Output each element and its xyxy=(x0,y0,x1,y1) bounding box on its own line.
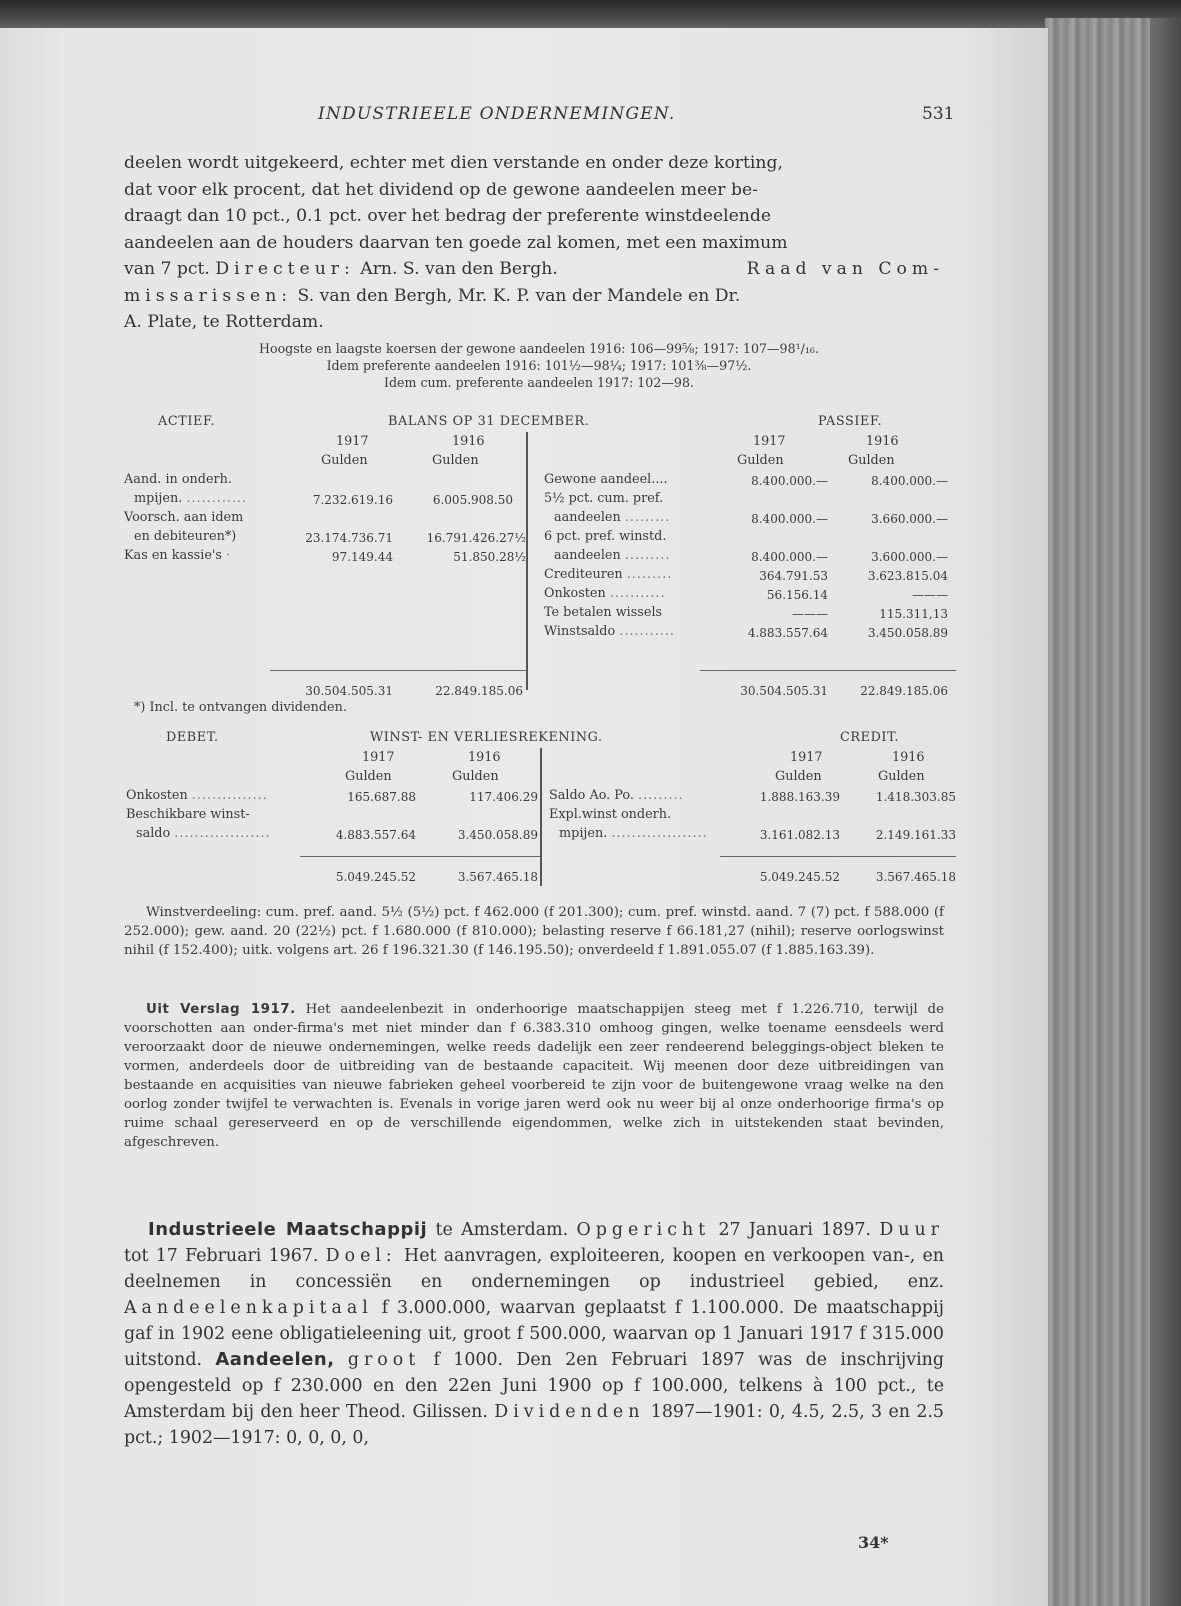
col-year-1917: 1917 xyxy=(790,750,823,765)
passief-value-1917: 8.400.000.— xyxy=(751,474,828,488)
passief-total-1917: 30.504.505.31 xyxy=(740,684,828,698)
raad-value: S. van den Bergh, Mr. K. P. van der Mandele en Dr. xyxy=(297,285,741,306)
actief-value-1917: 23.174.736.71 xyxy=(305,531,393,545)
debet-label: Onkosten ............... xyxy=(126,788,268,803)
doel-label: Doel: xyxy=(325,1246,397,1266)
page-number: 531 xyxy=(922,104,955,124)
actief-title: ACTIEF. xyxy=(158,414,216,429)
verslag-paragraph xyxy=(124,1000,944,1152)
actief-label: en debiteuren*) xyxy=(134,529,237,544)
raad-label-cont: missarissen: xyxy=(124,285,293,306)
balans-title: BALANS OP 31 DECEMBER. xyxy=(388,414,590,429)
company-entry: Industrieele Maatschappij te Amsterdam. Opgericht 27 Januari 1897. Duur tot 17 Februari 1967. Doel: Het aanvragen, exploiteeren, koopen en verkoopen van-, en deelnemen in concessiën en ondernemingen op industrieel gebied, enz. Aandeelenkapitaal f 3.000.000, waarvan geplaatst f 1.100.000. De maatschappij gaf in 1902 eene obligatieleening uit, groot f 500.000, waarvan op 1 Januari 1917 f 315.000 uitstond. Aandeelen, groot f 1000. Den 2en Februari 1897 was de inschrijving opengesteld op f 230.000 en den 22en Juni 1900 op f 100.000, telkens à 100 pct., te Amsterdam bij den heer Theod. Gilissen. Dividenden 1897—1901: 0, 4.5, 2.5, 3 en 2.5 pct.; 1902—1917: 0, 0, 0, 0, xyxy=(124,1219,945,1448)
actief-value-1917: 7.232.619.16 xyxy=(312,493,393,507)
credit-label: Expl.winst onderh. xyxy=(549,807,672,822)
actief-value-1916: 16.791.426.27½ xyxy=(426,531,526,545)
book-cover-edge xyxy=(1150,18,1181,1606)
passief-value-1916: 3.600.000.— xyxy=(871,550,948,564)
credit-value-1916: 1.418.303.85 xyxy=(875,790,956,804)
actief-label: mpijen. ............ xyxy=(134,491,248,506)
debet-label: saldo ................... xyxy=(136,826,271,841)
col-unit: Gulden xyxy=(878,769,925,784)
passief-label: Crediteuren ......... xyxy=(544,567,673,582)
koersen-line: Idem cum. preferente aandeelen 1917: 102—98. xyxy=(384,375,694,390)
passief-label: Gewone aandeel.... xyxy=(544,472,668,487)
passief-value-1916: 115.311,13 xyxy=(879,607,948,621)
passief-value-1916: 3.623.815.04 xyxy=(867,569,948,583)
passief-label: 5½ pct. cum. pref. xyxy=(544,491,664,506)
passief-value-1916: ——— xyxy=(912,588,948,602)
col-year-1916: 1916 xyxy=(468,750,501,765)
intro-line: deelen wordt uitgekeerd, echter met dien verstande en onder deze korting, xyxy=(124,153,783,173)
credit-value-1917: 1.888.163.39 xyxy=(759,790,840,804)
intro-line: A. Plate, te Rotterdam. xyxy=(124,312,324,332)
debet-value-1916: 3.450.058.89 xyxy=(457,828,538,842)
col-unit: Gulden xyxy=(432,453,479,468)
passief-label: 6 pct. pref. winstd. xyxy=(544,529,667,544)
debet-value-1917: 165.687.88 xyxy=(347,790,416,804)
balans-footnote: *) Incl. te ontvangen dividenden. xyxy=(134,700,347,715)
credit-title: CREDIT. xyxy=(840,730,900,745)
debet-total-1917: 5.049.245.52 xyxy=(335,870,416,884)
duur-label: Duur xyxy=(879,1220,945,1240)
col-unit: Gulden xyxy=(345,769,392,784)
credit-label: Saldo Ao. Po. ......... xyxy=(549,788,684,803)
col-unit: Gulden xyxy=(737,453,784,468)
credit-value-1917: 3.161.082.13 xyxy=(759,828,840,842)
passief-value-1916: 8.400.000.— xyxy=(871,474,948,488)
col-unit: Gulden xyxy=(775,769,822,784)
debet-total-1916: 3.567.465.18 xyxy=(457,870,538,884)
dividenden-label: Dividenden xyxy=(494,1402,645,1422)
verslag-text: Het aandeelenbezit in onderhoorige maatschappijen steeg met f 1.226.710, terwijl de voorschotten aan onder-firma's met niet minder dan f 6.383.310 omhoog gingen, welke toename eensdeels werd veroorzaakt door de nieuwe ondernemingen, welke reeds dadelijk een zeer rendeerend beleggings-object bleken te vormen, anderdeels door de uitbreiding van de bestaande capaciteit. Wij meenen door deze uitbreidingen van bestaande en acquisities van nieuwe fabrieken geheel voorbereid te zijn voor de buitengewone vraag welke na den oorlog zonder twijfel te verwachten is. Evenals in vorige jaren werd ook nu weer bij al onze onderhoorige firma's op ruime schaal gereserveerd en op de verschillende eigendommen, welke zich in uitstekenden staat bevinden, afgeschreven. xyxy=(124,1002,944,1150)
passief-label: Winstsaldo ........... xyxy=(544,624,675,639)
col-year-1917: 1917 xyxy=(753,434,786,449)
passief-title: PASSIEF. xyxy=(818,414,883,429)
passief-label: aandeelen ......... xyxy=(554,510,671,525)
actief-total-1917: 30.504.505.31 xyxy=(305,684,393,698)
credit-total-1916: 3.567.465.18 xyxy=(875,870,956,884)
passief-label: aandeelen ......... xyxy=(554,548,671,563)
col-year-1917: 1917 xyxy=(362,750,395,765)
kapitaal-label: Aandeelenkapitaal xyxy=(124,1298,373,1318)
col-year-1916: 1916 xyxy=(892,750,925,765)
total-rule xyxy=(720,856,956,857)
credit-value-1916: 2.149.161.33 xyxy=(875,828,956,842)
passief-value-1917: 8.400.000.— xyxy=(751,512,828,526)
col-year-1917: 1917 xyxy=(336,434,369,449)
passief-value-1916: 3.450.058.89 xyxy=(867,626,948,640)
passief-total-1916: 22.849.185.06 xyxy=(860,684,948,698)
passief-label: Te betalen wissels xyxy=(544,605,663,620)
intro-line: aandeelen aan de houders daarvan ten goede zal komen, met een maximum xyxy=(124,232,788,253)
actief-value-1916: 51.850.28½ xyxy=(453,550,526,564)
passief-value-1916: 3.660.000.— xyxy=(871,512,948,526)
intro-line: draagt dan 10 pct., 0.1 pct. over het bedrag der preferente winstdeelende xyxy=(124,206,772,226)
col-unit: Gulden xyxy=(321,453,368,468)
aandeelen-label: Aandeelen, xyxy=(215,1349,335,1370)
actief-label: Kas en kassie's · xyxy=(124,548,232,563)
intro-line: dat voor elk procent, dat het dividend op de gewone aandeelen meer be- xyxy=(124,179,758,200)
verslag-label: Uit Verslag 1917. xyxy=(146,1002,296,1017)
opgericht-label: Opgericht xyxy=(576,1220,711,1240)
passief-label: Onkosten ........... xyxy=(544,586,666,601)
actief-value-1917: 97.149.44 xyxy=(331,550,393,564)
passief-value-1917: 8.400.000.— xyxy=(751,550,828,564)
directeur-value: Arn. S. van den Bergh. xyxy=(360,259,558,279)
passief-value-1917: 364.791.53 xyxy=(759,569,828,583)
directeur-label: Directeur: xyxy=(215,259,355,279)
total-rule xyxy=(300,856,540,857)
winst-title: WINST- EN VERLIESREKENING. xyxy=(370,730,603,745)
debet-title: DEBET. xyxy=(166,730,219,745)
col-year-1916: 1916 xyxy=(866,434,899,449)
col-unit: Gulden xyxy=(452,769,499,784)
col-year-1916: 1916 xyxy=(452,434,485,449)
debet-label: Beschikbare winst- xyxy=(126,807,250,822)
credit-total-1917: 5.049.245.52 xyxy=(759,870,840,884)
passief-value-1917: 56.156.14 xyxy=(766,588,828,602)
passief-value-1917: ——— xyxy=(792,607,828,621)
actief-label: Voorsch. aan idem xyxy=(124,510,244,525)
intro-line-directeur: van 7 pct. Directeur: Arn. S. van den Bergh. Raad van Com- xyxy=(124,256,944,283)
actief-total-1916: 22.849.185.06 xyxy=(435,684,523,698)
koersen-line: Hoogste en laagste koersen der gewone aandeelen 1916: 106—99⅝; 1917: 107—98¹/₁₆. xyxy=(259,341,819,356)
debet-value-1917: 4.883.557.64 xyxy=(335,828,416,842)
signature-mark: 34* xyxy=(858,1533,889,1552)
running-head: INDUSTRIEELE ONDERNEMINGEN. xyxy=(318,104,676,124)
raad-label: Raad van Com- xyxy=(746,259,944,279)
groot-label: groot xyxy=(347,1350,421,1370)
column-divider xyxy=(540,748,542,886)
passief-value-1917: 4.883.557.64 xyxy=(747,626,828,640)
koersen-line: Idem preferente aandeelen 1916: 101½—98¼; 1917: 101⅜—97½. xyxy=(326,358,752,373)
col-unit: Gulden xyxy=(848,453,895,468)
winstverdeeling-paragraph: Winstverdeeling: cum. pref. aand. 5½ (5½) pct. f 462.000 (f 201.300); cum. pref. winstd. aand. 7 (7) pct. f 588.000 (f 252.000); gew. aand. 20 (22½) pct. f 1.680.000 (f 810.000); belasting reserve f 66.181,27 (nihil); reserve oorlogswinst nihil (f 152.400); uitk. volgens art. 26 f 196.321.30 (f 146.195.50); onverdeeld f 1.891.055.07 (f 1.885.163.39). xyxy=(124,905,944,958)
actief-label: Aand. in onderh. xyxy=(124,472,232,487)
debet-value-1916: 117.406.29 xyxy=(469,790,538,804)
credit-label: mpijen. ................... xyxy=(559,826,708,841)
actief-value-1916: 6.005.908.50 xyxy=(432,493,513,507)
company-name: Industrieele Maatschappij xyxy=(148,1219,428,1240)
